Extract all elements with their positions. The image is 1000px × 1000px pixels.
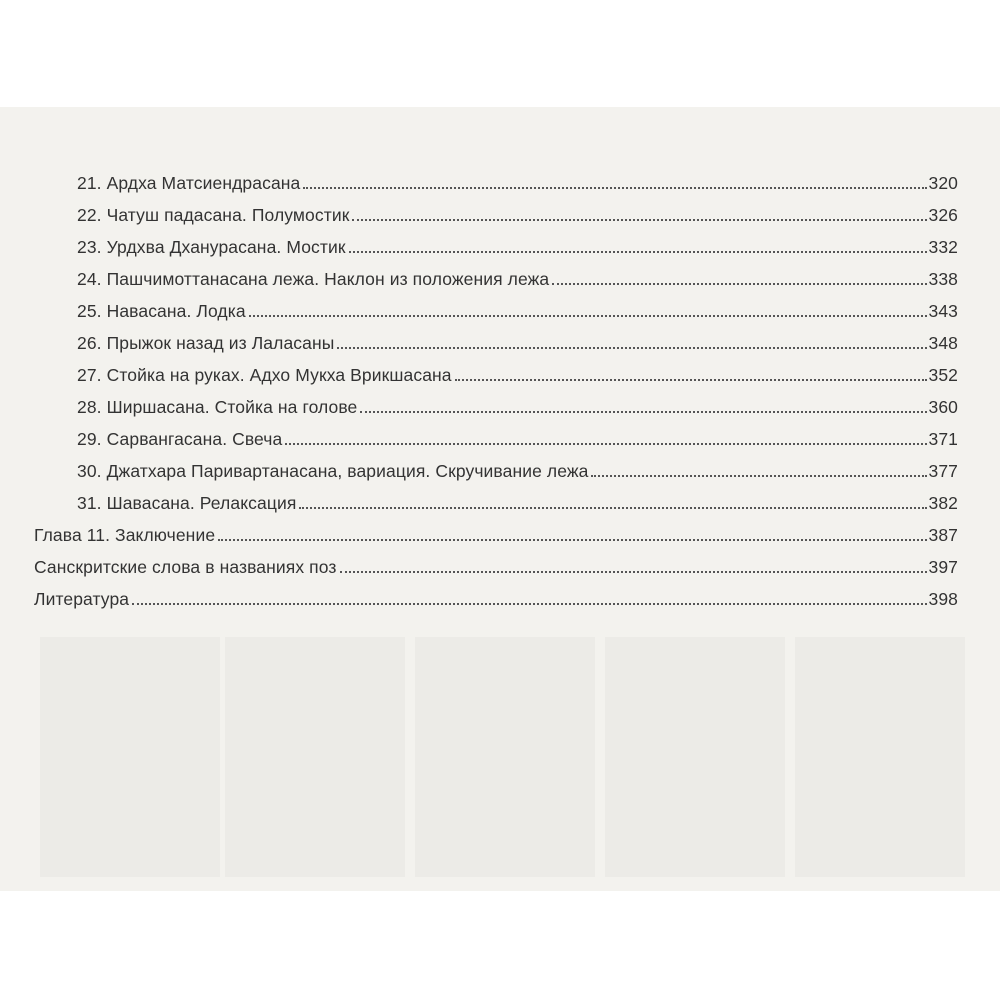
toc-entry-title: 26. Прыжок назад из Лаласаны [77, 333, 335, 353]
toc-entry-title: 27. Стойка на руках. Адхо Мукха Врикшасана [77, 365, 452, 385]
toc-entry-page: 387 [928, 525, 958, 545]
bleed-through-block [40, 637, 220, 877]
dot-leader [249, 315, 927, 317]
toc-entry-page: 348 [928, 333, 958, 353]
toc-entry [77, 362, 958, 388]
dot-leader [285, 443, 926, 445]
toc-entry-title: 21. Ардха Матсиендрасана [77, 173, 301, 193]
toc-entry [34, 522, 958, 548]
toc-entry-title: Литература [34, 589, 130, 609]
dot-leader [352, 219, 926, 221]
toc-entry-title: 29. Сарвангасана. Свеча [77, 429, 283, 449]
toc-entry-page: 352 [928, 365, 958, 385]
toc-entry-title: Санскритские слова в названиях поз [34, 557, 337, 577]
bleed-through-block [415, 637, 595, 877]
book-page [0, 107, 1000, 891]
toc-entry [77, 394, 958, 420]
toc-entry [77, 426, 958, 452]
toc-entry [77, 490, 958, 516]
toc-entry [77, 202, 958, 228]
dot-leader [299, 507, 926, 509]
toc-entry-title: Глава 11. Заключение [34, 525, 216, 545]
toc-entry-page: 320 [928, 173, 958, 193]
dot-leader [591, 475, 926, 477]
toc-entry-page: 343 [928, 301, 958, 321]
toc-entry [77, 330, 958, 356]
toc-entry-page: 398 [928, 589, 958, 609]
toc-entry-title: 23. Урдхва Дханурасана. Мостик [77, 237, 346, 257]
toc-entry-title: 22. Чатуш падасана. Полумостик [77, 205, 350, 225]
dot-leader [360, 411, 926, 413]
toc-entry-page: 382 [928, 493, 958, 513]
bleed-through-block [795, 637, 965, 877]
toc-entry-page: 360 [928, 397, 958, 417]
toc-entry [77, 170, 958, 196]
toc-entry-title: 30. Джатхара Паривартанасана, вариация. Скручивание лежа [77, 461, 589, 481]
dot-leader [455, 379, 927, 381]
toc-entry-page: 338 [928, 269, 958, 289]
dot-leader [303, 187, 926, 189]
dot-leader [552, 283, 926, 285]
toc-entry [34, 554, 958, 580]
toc-entry-title: 25. Навасана. Лодка [77, 301, 246, 321]
dot-leader [337, 347, 926, 349]
toc-entry-page: 332 [928, 237, 958, 257]
dot-leader [349, 251, 927, 253]
toc-entry [77, 266, 958, 292]
toc-entry-page: 326 [928, 205, 958, 225]
toc-entry-title: 24. Пашчимоттанасана лежа. Наклон из положения лежа [77, 269, 550, 289]
toc-entry-page: 397 [928, 557, 958, 577]
bleed-through-block [225, 637, 405, 877]
dot-leader [340, 571, 927, 573]
dot-leader [218, 539, 926, 541]
toc-entry-title: 28. Ширшасана. Стойка на голове [77, 397, 358, 417]
toc-entry-page: 371 [928, 429, 958, 449]
toc-entry [34, 586, 958, 612]
toc-entry [77, 298, 958, 324]
toc-entry [77, 234, 958, 260]
toc-entry [77, 458, 958, 484]
toc-entry-title: 31. Шавасана. Релаксация [77, 493, 297, 513]
toc-entry-page: 377 [928, 461, 958, 481]
dot-leader [132, 603, 926, 605]
bleed-through-block [605, 637, 785, 877]
